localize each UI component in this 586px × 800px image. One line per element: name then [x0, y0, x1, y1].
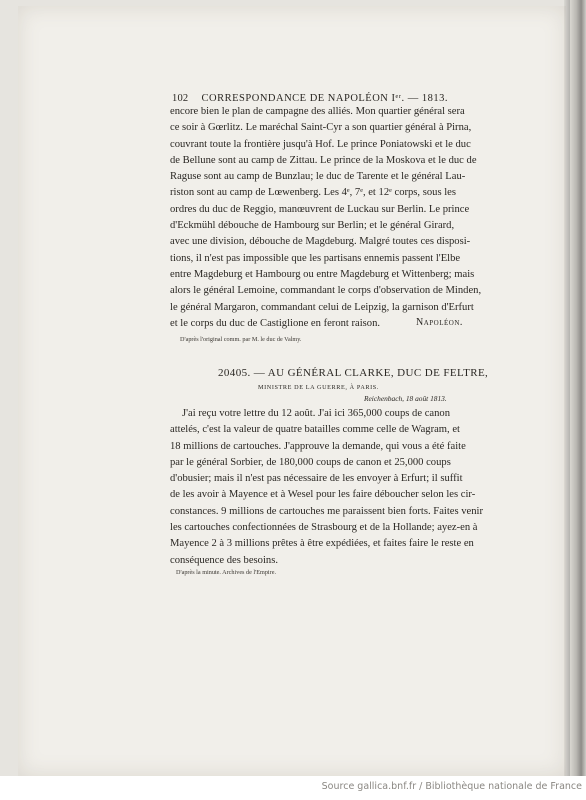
second-letter-line: les cartouches confectionnées de Strasbourg et de la Hollande; ayez-en à	[170, 522, 478, 534]
gallica-footer	[0, 776, 586, 800]
second-letter-line: J'ai reçu votre lettre du 12 août. J'ai ici 365,000 coups de canon	[182, 408, 450, 419]
first-letter-line: et le corps du duc de Castiglione en feront raison.	[170, 317, 381, 329]
page-number: 102	[172, 93, 189, 104]
first-letter-line: Raguse sont au camp de Bunzlau; le duc de Tarente et le général Lau-	[170, 171, 466, 183]
first-letter-line: entre Magdeburg et Hambourg ou entre Magdeburg et Wittenberg; mais	[170, 268, 475, 280]
letter-title: 20405. — AU GÉNÉRAL CLARKE, DUC DE FELTRE,	[218, 367, 489, 379]
second-letter-body	[170, 406, 500, 569]
running-header	[172, 93, 448, 104]
signature: Napoléon.	[416, 317, 463, 328]
first-letter-source: D'après l'original comm. par M. le duc de Valmy.	[180, 336, 302, 343]
first-letter-line: riston sont au camp de Lœwenberg. Les 4ᵉ, 7ᵉ, et 12ᵉ corps, sous les	[170, 187, 456, 199]
running-title: CORRESPONDANCE DE NAPOLÉON Iᵉʳ. — 1813.	[201, 93, 448, 104]
first-letter-line: de Bellune sont au camp de Zittau. Le prince de la Moskova et le duc de	[170, 154, 477, 166]
second-letter-line: Mayence 2 à 3 millions prêtes à être expédiées, et faites faire le reste en	[170, 538, 474, 550]
second-letter-line: d'obusier; mais il n'est pas nécessaire de les envoyer à Erfurt; il suffit	[170, 473, 463, 485]
second-letter-line: attelés, c'est la valeur de quatre batailles comme celle de Wagram, et	[170, 424, 460, 436]
second-letter-line: conséquence des besoins.	[170, 554, 278, 566]
first-letter-line: couvrant toute la frontière jusqu'à Hof. Le prince Poniatowski et le duc	[170, 138, 471, 150]
first-letter-line: d'Eckmühl débouche de Hambourg sur Berlin; et le général Girard,	[170, 220, 455, 232]
first-letter-line: encore bien le plan de campagne des alliés. Mon quartier général sera	[170, 106, 465, 117]
source-credit: Source gallica.bnf.fr / Bibliothèque nationale de France	[321, 781, 582, 792]
first-letter-line: ce soir à Gœrlitz. Le maréchal Saint-Cyr a son quartier général à Pirna,	[170, 122, 472, 134]
first-letter-line: le général Margaron, commandant celui de Leipzig, la garnison d'Erfurt	[170, 301, 474, 313]
first-letter-body	[170, 104, 500, 332]
letter-dateline: Reichenbach, 18 août 1813.	[364, 394, 447, 403]
second-letter-line: par le général Sorbier, de 180,000 coups de canon et 25,000 coups	[170, 456, 451, 468]
second-letter-line: de les avoir à Mayence et à Wesel pour les faire déboucher selon les cir-	[170, 489, 476, 501]
first-letter-line: alors le général Lemoine, commandant le corps d'observation de Minden,	[170, 285, 482, 297]
second-letter-line: 18 millions de cartouches. J'approuve la demande, qui vous a été faite	[170, 440, 466, 452]
book-edge-right	[570, 0, 586, 776]
second-letter-source: D'après la minute. Archives de l'Empire.	[176, 569, 276, 576]
first-letter-line: tions, il n'est pas impossible que les partisans ennemis passent l'Elbe	[170, 252, 461, 264]
first-letter-line: ordres du duc de Reggio, manœuvrent de Luckau sur Berlin. Le prince	[170, 203, 470, 215]
letter-subtitle: MINISTRE DE LA GUERRE, À PARIS.	[258, 384, 379, 391]
first-letter-line: avec une division, débouche de Magdeburg. Malgré toutes ces disposi-	[170, 236, 471, 248]
second-letter-line: constances. 9 millions de cartouches me paraissent bien forts. Faites venir	[170, 505, 484, 517]
